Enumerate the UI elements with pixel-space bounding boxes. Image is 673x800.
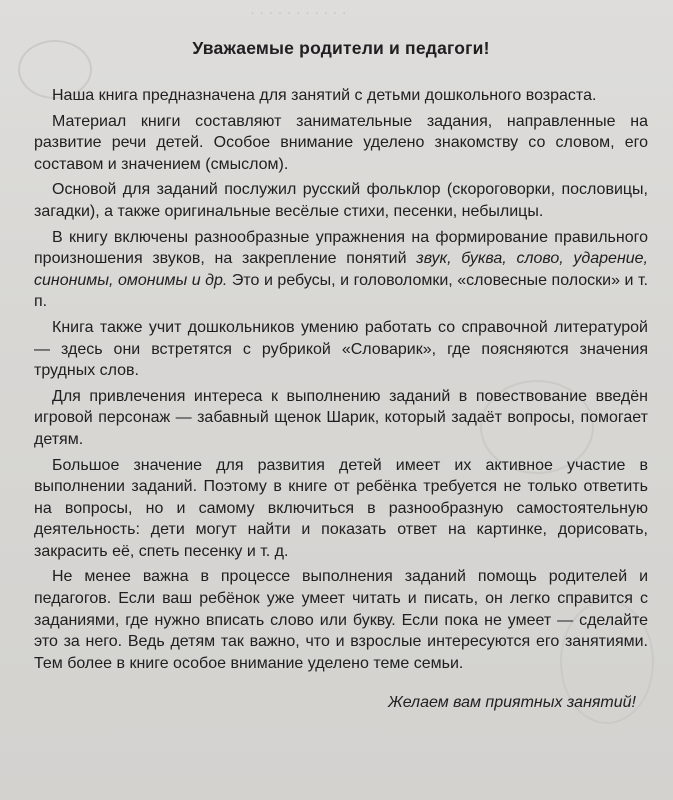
paragraph: Не менее важна в процессе выполнения заданий помощь родителей и педагогов. Если ваш ребёнок уже умеет читать и писать, он легко справится с заданиями, где нужно вписать слово или букву. Если пока не умеет — сделайте это за него. Ведь детям так важно, что и взрослые интересуются его занятиями. Тем более в книге особое внимание уделено теме семьи. (34, 568, 648, 672)
paragraph: Материал книги составляют занимательные задания, направленные на развитие речи детей. Особое внимание уделено знакомству со словом, его составом и значением (смыслом). (34, 112, 648, 173)
preface (34, 38, 648, 712)
paragraph: Книга также учит дошкольников умению работать со справочной литературой — здесь они встретятся с рубрикой «Словарик», где поясняются значения трудных слов. (34, 318, 648, 380)
paragraph: Основой для заданий послужил русский фольклор (скороговорки, пословицы, загадки), а также оригинальные весёлые стихи, песенки, небылицы. (34, 181, 648, 220)
show-through-text: · · · · · · · · · · · (250, 4, 347, 21)
paragraph: Наша книга предназначена для занятий с детьми дошкольного возраста. (52, 87, 597, 104)
closing-wish: Желаем вам приятных занятий! (388, 694, 636, 712)
paragraph: Для привлечения интереса к выполнению заданий в повествование введён игровой персонаж — забавный щенок Шарик, который задаёт вопросы, помогает детям. (34, 387, 648, 448)
paragraph: В книгу включены разнообразные упражнения на формирование правильного произношения звуков, на закрепление понятий звук, буква, слово, ударение, синонимы, омонимы и др. Это и ребусы, и головоломки, «словесные полоски» и т. п. (34, 228, 649, 311)
paragraph: Большое значение для развития детей имеет их активное участие в выполнении заданий. Поэтому в книге от ребёнка требуется не только ответить на вопросы, но и самому включиться в разнообразную самостоятельную деятельность: дети могут найти и показать ответ на картинке, дорисовать, закрасить её, спеть песенку и т. д. (34, 456, 648, 560)
preface-heading: Уважаемые родители и педагоги! (192, 38, 490, 58)
